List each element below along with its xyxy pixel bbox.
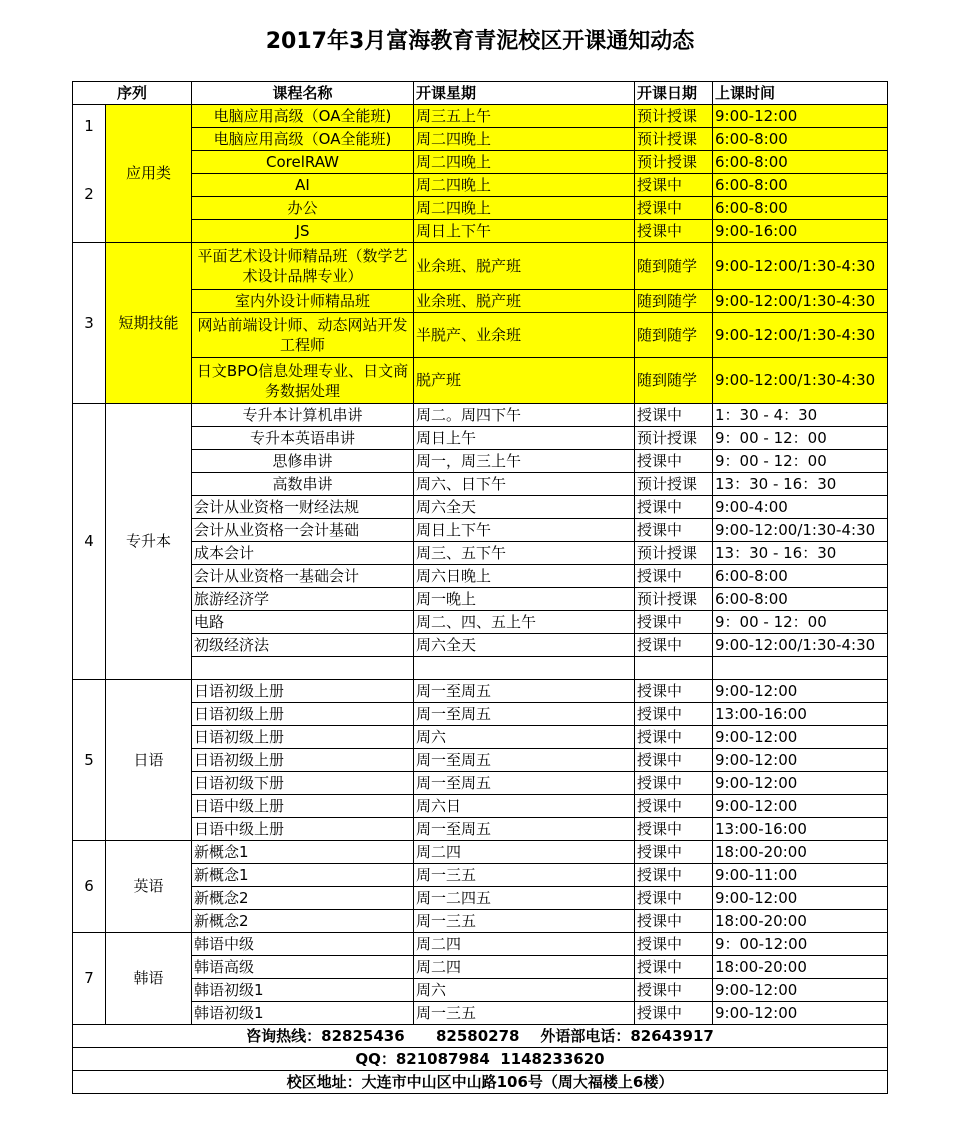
course-name: 电路 [192, 611, 414, 634]
course-name: 会计从业资格一基础会计 [192, 565, 414, 588]
course-time: 9:00-12:00 [713, 795, 888, 818]
course-weekday: 业余班、脱产班 [414, 290, 635, 313]
course-name: 会计从业资格一会计基础 [192, 519, 414, 542]
course-weekday: 周二四 [414, 933, 635, 956]
course-weekday: 周二四晚上 [414, 174, 635, 197]
footer-row [73, 1048, 888, 1071]
course-name: 日语初级下册 [192, 772, 414, 795]
course-name: 成本会计 [192, 542, 414, 565]
header-row [73, 82, 888, 105]
course-date: 授课中 [635, 979, 713, 1002]
table-row [73, 496, 888, 519]
table-row [73, 910, 888, 933]
table-row [73, 887, 888, 910]
course-name: 日语中级上册 [192, 818, 414, 841]
table-row [73, 956, 888, 979]
course-weekday: 周六日晚上 [414, 565, 635, 588]
table-row [73, 427, 888, 450]
course-weekday: 周一三五 [414, 910, 635, 933]
course-time: 9:00-12:00 [713, 680, 888, 703]
course-date: 随到随学 [635, 358, 713, 404]
table-row-empty [73, 657, 888, 680]
header-seq: 序列 [73, 82, 192, 105]
course-weekday: 周二四晚上 [414, 197, 635, 220]
course-date: 预计授课 [635, 151, 713, 174]
table-row [73, 634, 888, 657]
table-row [73, 519, 888, 542]
header-weekday: 开课星期 [414, 82, 635, 105]
group-category: 应用类 [106, 105, 192, 243]
course-date: 授课中 [635, 611, 713, 634]
course-name: 旅游经济学 [192, 588, 414, 611]
course-date: 预计授课 [635, 542, 713, 565]
course-date: 预计授课 [635, 588, 713, 611]
course-name: 新概念2 [192, 910, 414, 933]
course-time: 9:00-12:00 [713, 105, 888, 128]
contact-hotline: 咨询热线：82825436 82580278 外语部电话：82643917 [73, 1025, 888, 1048]
table-row [73, 1002, 888, 1025]
table-row [73, 588, 888, 611]
course-date: 授课中 [635, 220, 713, 243]
course-weekday: 周六 [414, 726, 635, 749]
empty-cell [713, 657, 888, 680]
course-weekday: 周六全天 [414, 496, 635, 519]
course-weekday: 周三五上午 [414, 105, 635, 128]
table-row [73, 795, 888, 818]
course-name: 办公 [192, 197, 414, 220]
course-name: 思修串讲 [192, 450, 414, 473]
course-date: 授课中 [635, 933, 713, 956]
group-category: 韩语 [106, 933, 192, 1025]
course-date: 授课中 [635, 749, 713, 772]
group-seq [73, 105, 106, 243]
empty-cell [192, 657, 414, 680]
group-seq: 7 [73, 933, 106, 1025]
course-weekday: 周一至周五 [414, 772, 635, 795]
campus-address: 校区地址：大连市中山区中山路106号（周大福楼上6楼） [73, 1071, 888, 1094]
course-weekday: 周六日 [414, 795, 635, 818]
course-time: 13:00-16:00 [713, 818, 888, 841]
course-weekday: 周六、日下午 [414, 473, 635, 496]
course-time: 18:00-20:00 [713, 910, 888, 933]
course-schedule-table [72, 81, 888, 1094]
course-weekday: 周二四 [414, 841, 635, 864]
course-name: 电脑应用高级（OA全能班) [192, 128, 414, 151]
course-name: 日语中级上册 [192, 795, 414, 818]
course-time: 9:00-12:00/1:30-4:30 [713, 634, 888, 657]
course-date: 授课中 [635, 496, 713, 519]
empty-cell [414, 657, 635, 680]
table-row [73, 841, 888, 864]
table-row [73, 450, 888, 473]
course-weekday: 周二四 [414, 956, 635, 979]
course-time: 9:00-12:00 [713, 979, 888, 1002]
group-seq: 6 [73, 841, 106, 933]
course-weekday: 业余班、脱产班 [414, 243, 635, 290]
course-name: 日语初级上册 [192, 703, 414, 726]
course-weekday: 周日上午 [414, 427, 635, 450]
course-time: 13:00-16:00 [713, 703, 888, 726]
course-weekday: 周一二四五 [414, 887, 635, 910]
course-weekday: 周一三五 [414, 1002, 635, 1025]
course-date: 预计授课 [635, 105, 713, 128]
course-date: 授课中 [635, 174, 713, 197]
course-time: 18:00-20:00 [713, 956, 888, 979]
course-name: 新概念2 [192, 887, 414, 910]
course-time: 6:00-8:00 [713, 151, 888, 174]
table-row [73, 979, 888, 1002]
course-name: AI [192, 174, 414, 197]
course-weekday: 脱产班 [414, 358, 635, 404]
course-name: 专升本英语串讲 [192, 427, 414, 450]
course-time: 9：00 - 12：00 [713, 611, 888, 634]
footer-row [73, 1025, 888, 1048]
course-name: 新概念1 [192, 864, 414, 887]
course-weekday: 周二、四、五上午 [414, 611, 635, 634]
group-seq-number: 2 [84, 185, 94, 203]
course-time: 9:00-12:00 [713, 749, 888, 772]
course-name: 韩语中级 [192, 933, 414, 956]
table-row [73, 290, 888, 313]
group-category: 英语 [106, 841, 192, 933]
table-row [73, 864, 888, 887]
course-time: 9:00-12:00/1:30-4:30 [713, 313, 888, 358]
course-date: 授课中 [635, 956, 713, 979]
course-name: 初级经济法 [192, 634, 414, 657]
course-weekday: 周三、五下午 [414, 542, 635, 565]
course-weekday: 周二四晚上 [414, 151, 635, 174]
footer-row [73, 1071, 888, 1094]
course-name: CorelRAW [192, 151, 414, 174]
course-weekday: 周一，周三上午 [414, 450, 635, 473]
table-row [73, 565, 888, 588]
course-date: 预计授课 [635, 128, 713, 151]
course-time: 9:00-12:00/1:30-4:30 [713, 290, 888, 313]
table-row [73, 542, 888, 565]
course-time: 13：30 - 16：30 [713, 542, 888, 565]
course-time: 9:00-12:00 [713, 726, 888, 749]
course-time: 9:00-12:00/1:30-4:30 [713, 358, 888, 404]
course-date: 授课中 [635, 887, 713, 910]
course-date: 随到随学 [635, 290, 713, 313]
course-time: 9:00-11:00 [713, 864, 888, 887]
empty-cell [635, 657, 713, 680]
course-date: 授课中 [635, 634, 713, 657]
course-weekday: 周六 [414, 979, 635, 1002]
course-time: 9:00-12:00 [713, 887, 888, 910]
course-name: 室内外设计师精品班 [192, 290, 414, 313]
course-name: 平面艺术设计师精品班（数学艺术设计品牌专业） [192, 243, 414, 290]
course-weekday: 周一至周五 [414, 680, 635, 703]
group-seq: 3 [73, 243, 106, 404]
course-time: 18:00-20:00 [713, 841, 888, 864]
course-time: 6:00-8:00 [713, 197, 888, 220]
course-name: 韩语初级1 [192, 979, 414, 1002]
course-name: JS [192, 220, 414, 243]
group-seq: 5 [73, 680, 106, 841]
table-row [73, 703, 888, 726]
course-date: 授课中 [635, 795, 713, 818]
course-weekday: 周一三五 [414, 864, 635, 887]
course-weekday: 周一至周五 [414, 818, 635, 841]
table-row [73, 358, 888, 404]
course-date: 授课中 [635, 818, 713, 841]
table-row [73, 818, 888, 841]
course-date: 授课中 [635, 703, 713, 726]
course-date: 随到随学 [635, 313, 713, 358]
group-category: 日语 [106, 680, 192, 841]
course-name: 专升本计算机串讲 [192, 404, 414, 427]
course-weekday: 周二。周四下午 [414, 404, 635, 427]
table-row [73, 611, 888, 634]
course-date: 授课中 [635, 519, 713, 542]
course-weekday: 半脱产、业余班 [414, 313, 635, 358]
course-time: 9:00-12:00/1:30-4:30 [713, 519, 888, 542]
course-weekday: 周一至周五 [414, 749, 635, 772]
course-name: 韩语初级1 [192, 1002, 414, 1025]
course-time: 13：30 - 16：30 [713, 473, 888, 496]
course-date: 授课中 [635, 772, 713, 795]
table-row [73, 243, 888, 290]
course-date: 授课中 [635, 680, 713, 703]
course-weekday: 周六全天 [414, 634, 635, 657]
course-date: 授课中 [635, 1002, 713, 1025]
course-name: 新概念1 [192, 841, 414, 864]
table-row [73, 313, 888, 358]
table-row [73, 749, 888, 772]
course-date: 授课中 [635, 841, 713, 864]
course-name: 日语初级上册 [192, 680, 414, 703]
course-weekday: 周日上下午 [414, 519, 635, 542]
course-time: 9:00-12:00/1:30-4:30 [713, 243, 888, 290]
course-date: 预计授课 [635, 473, 713, 496]
table-row [73, 151, 888, 174]
course-date: 随到随学 [635, 243, 713, 290]
course-date: 授课中 [635, 726, 713, 749]
course-weekday: 周一至周五 [414, 703, 635, 726]
page-title: 2017年3月富海教育青泥校区开课通知动态 [265, 29, 695, 54]
course-name: 日语初级上册 [192, 726, 414, 749]
table-row [73, 473, 888, 496]
course-time: 9：00-12:00 [713, 933, 888, 956]
course-time: 6:00-8:00 [713, 174, 888, 197]
course-date: 预计授课 [635, 427, 713, 450]
course-time: 1：30 - 4：30 [713, 404, 888, 427]
course-weekday: 周日上下午 [414, 220, 635, 243]
course-weekday: 周二四晚上 [414, 128, 635, 151]
table-row [73, 680, 888, 703]
course-date: 授课中 [635, 197, 713, 220]
course-name: 日文BPO信息处理专业、日文商务数据处理 [192, 358, 414, 404]
course-time: 6:00-8:00 [713, 128, 888, 151]
course-weekday: 周一晚上 [414, 588, 635, 611]
header-date: 开课日期 [635, 82, 713, 105]
course-name: 会计从业资格一财经法规 [192, 496, 414, 519]
course-time: 6:00-8:00 [713, 588, 888, 611]
course-date: 授课中 [635, 404, 713, 427]
group-category: 短期技能 [106, 243, 192, 404]
group-seq: 4 [73, 404, 106, 680]
contact-qq: QQ：821087984 1148233620 [73, 1048, 888, 1071]
table-row [73, 772, 888, 795]
course-time: 9:00-4:00 [713, 496, 888, 519]
course-name: 高数串讲 [192, 473, 414, 496]
course-time: 9：00 - 12：00 [713, 450, 888, 473]
table-row [73, 404, 888, 427]
course-time: 9:00-12:00 [713, 1002, 888, 1025]
course-name: 网站前端设计师、动态网站开发工程师 [192, 313, 414, 358]
table-row [73, 105, 888, 128]
course-name: 日语初级上册 [192, 749, 414, 772]
course-time: 9:00-16:00 [713, 220, 888, 243]
group-category: 专升本 [106, 404, 192, 680]
course-date: 授课中 [635, 910, 713, 933]
course-time: 6:00-8:00 [713, 565, 888, 588]
course-date: 授课中 [635, 864, 713, 887]
table-row [73, 128, 888, 151]
table-row [73, 174, 888, 197]
header-time: 上课时间 [713, 82, 888, 105]
course-date: 授课中 [635, 565, 713, 588]
course-name: 电脑应用高级（OA全能班) [192, 105, 414, 128]
group-seq-number: 1 [84, 117, 94, 135]
table-row [73, 197, 888, 220]
course-name: 韩语高级 [192, 956, 414, 979]
table-row [73, 220, 888, 243]
table-row [73, 726, 888, 749]
course-time: 9：00 - 12：00 [713, 427, 888, 450]
course-time: 9:00-12:00 [713, 772, 888, 795]
header-course: 课程名称 [192, 82, 414, 105]
table-row [73, 933, 888, 956]
course-date: 授课中 [635, 450, 713, 473]
